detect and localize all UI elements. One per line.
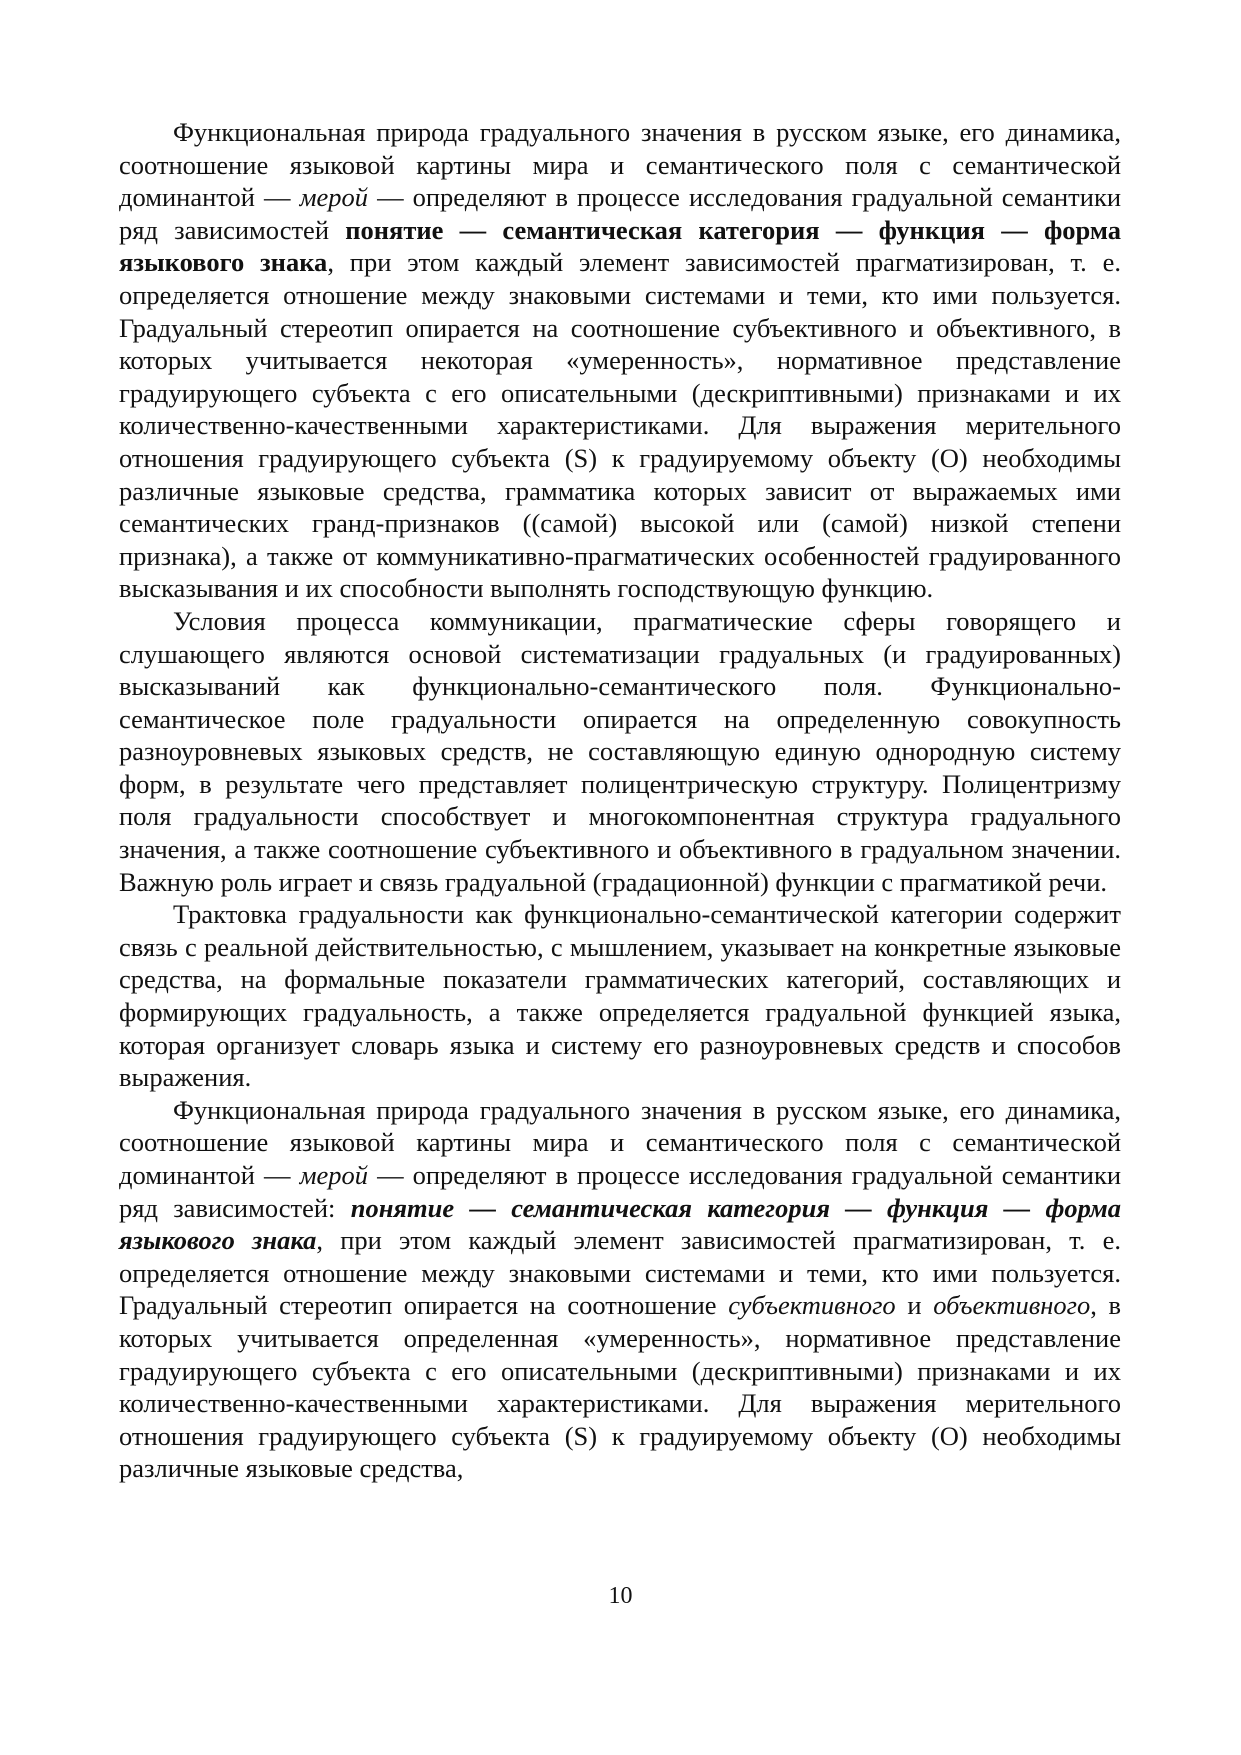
paragraph-4-text-c: — определяют в процессе исследования градуальной семантики ряд зависимостей: bbox=[119, 1160, 1122, 1223]
paragraph-4 bbox=[119, 1094, 1121, 1485]
paragraph-4-italic-term: мерой bbox=[299, 1160, 369, 1190]
paragraph-4-italic-subjective: субъективного bbox=[728, 1290, 896, 1321]
paragraph-1-bold-chain: понятие — семантическая категория — функция — форма языкового знака bbox=[119, 214, 1121, 278]
paragraph-1-text-a: Функциональная природа градуального значения в русском языке, его динамика, соотношение языковой картины мира и семантического поля с семантической доминантой — bbox=[119, 117, 1121, 213]
body-text bbox=[119, 116, 1121, 1485]
paragraph-2: Условия процесса коммуникации, прагматические сферы говорящего и слушающего являются основой систематизации градуальных (и градуированных) высказываний как функционально-семантического поля. Функционально-семантическое поле градуальности опирается на определенную совокупность разноуровневых языковых средств, не составляющую единую однородную систему форм, в результате чего представляет полицентрическую структуру. Полицентризму поля градуальности способствует и многокомпонентная структура градуального значения, а также соотношение субъективного и объективного в градуальном значении. Важную роль играет и связь градуальной (градационной) функции с прагматикой речи. bbox=[119, 605, 1121, 897]
paragraph-4-italic-objective: объективного bbox=[933, 1290, 1091, 1321]
paragraph-1-italic-term: мерой bbox=[299, 182, 369, 213]
paragraph-1-text-c: — определяют в процессе исследования градуальной семантики ряд зависимостей bbox=[119, 182, 1122, 245]
paragraph-4-bold-italic-chain: понятие — семантическая категория — функция — форма языкового знака bbox=[119, 1192, 1121, 1256]
paragraph-4-text-a: Функциональная природа градуального значения в русском языке, его динамика, соотношение языковой картины мира и семантического поля с семантической доминантой — bbox=[119, 1094, 1121, 1190]
paragraph-4-text-g: и bbox=[895, 1290, 934, 1321]
paragraph-4-text-e: , при этом каждый элемент зависимостей прагматизирован, т. е. определяется отношение между знаковыми системами и теми, кто ими пользуется. Градуальный стереотип опирается на соотношение bbox=[119, 1225, 1121, 1321]
paragraph-1 bbox=[119, 116, 1121, 605]
paragraph-3: Трактовка градуальности как функционально-семантической категории содержит связь с реальной действительностью, с мышлением, указывает на конкретные языковые средства, на формальные показатели грамматических категорий, составляющих и формирующих градуальность, а также определяется градуальной функцией языка, которая организует словарь языка и систему его разноуровневых средств и способов выражения. bbox=[119, 899, 1121, 1093]
paragraph-1-text-e: , при этом каждый элемент зависимостей прагматизирован, т. е. определяется отношение между знаковыми системами и теми, кто ими пользуется. Градуальный стереотип опирается на соотношение субъективного и объективного, в которых учитывается некоторая «умеренность», нормативное представление градуирующего субъекта с его описательными (дескриптивными) признаками и их количественно-качественными характеристиками. Для выражения мерительного отношения градуирующего субъекта (S) к градуируемому объекту (O) необходимы различные языковые средства, грамматика которых зависит от выражаемых ими семантических гранд-признаков ((самой) высокой или (самой) низкой степени признака), а также от коммуникативно-прагматических особенностей градуированного высказывания и их способности выполнять господствующую функцию. bbox=[119, 247, 1121, 604]
paragraph-4-text-i: , в которых учитывается определенная «умеренность», нормативное представление градуирующего субъекта с его описательными (дескриптивными) признаками и их количественно-качественными характеристиками. Для выражения мерительного отношения градуирующего субъекта (S) к градуируемому объекту (O) необходимы различные языковые средства, bbox=[119, 1290, 1122, 1484]
page-number: 10 bbox=[608, 1583, 633, 1609]
